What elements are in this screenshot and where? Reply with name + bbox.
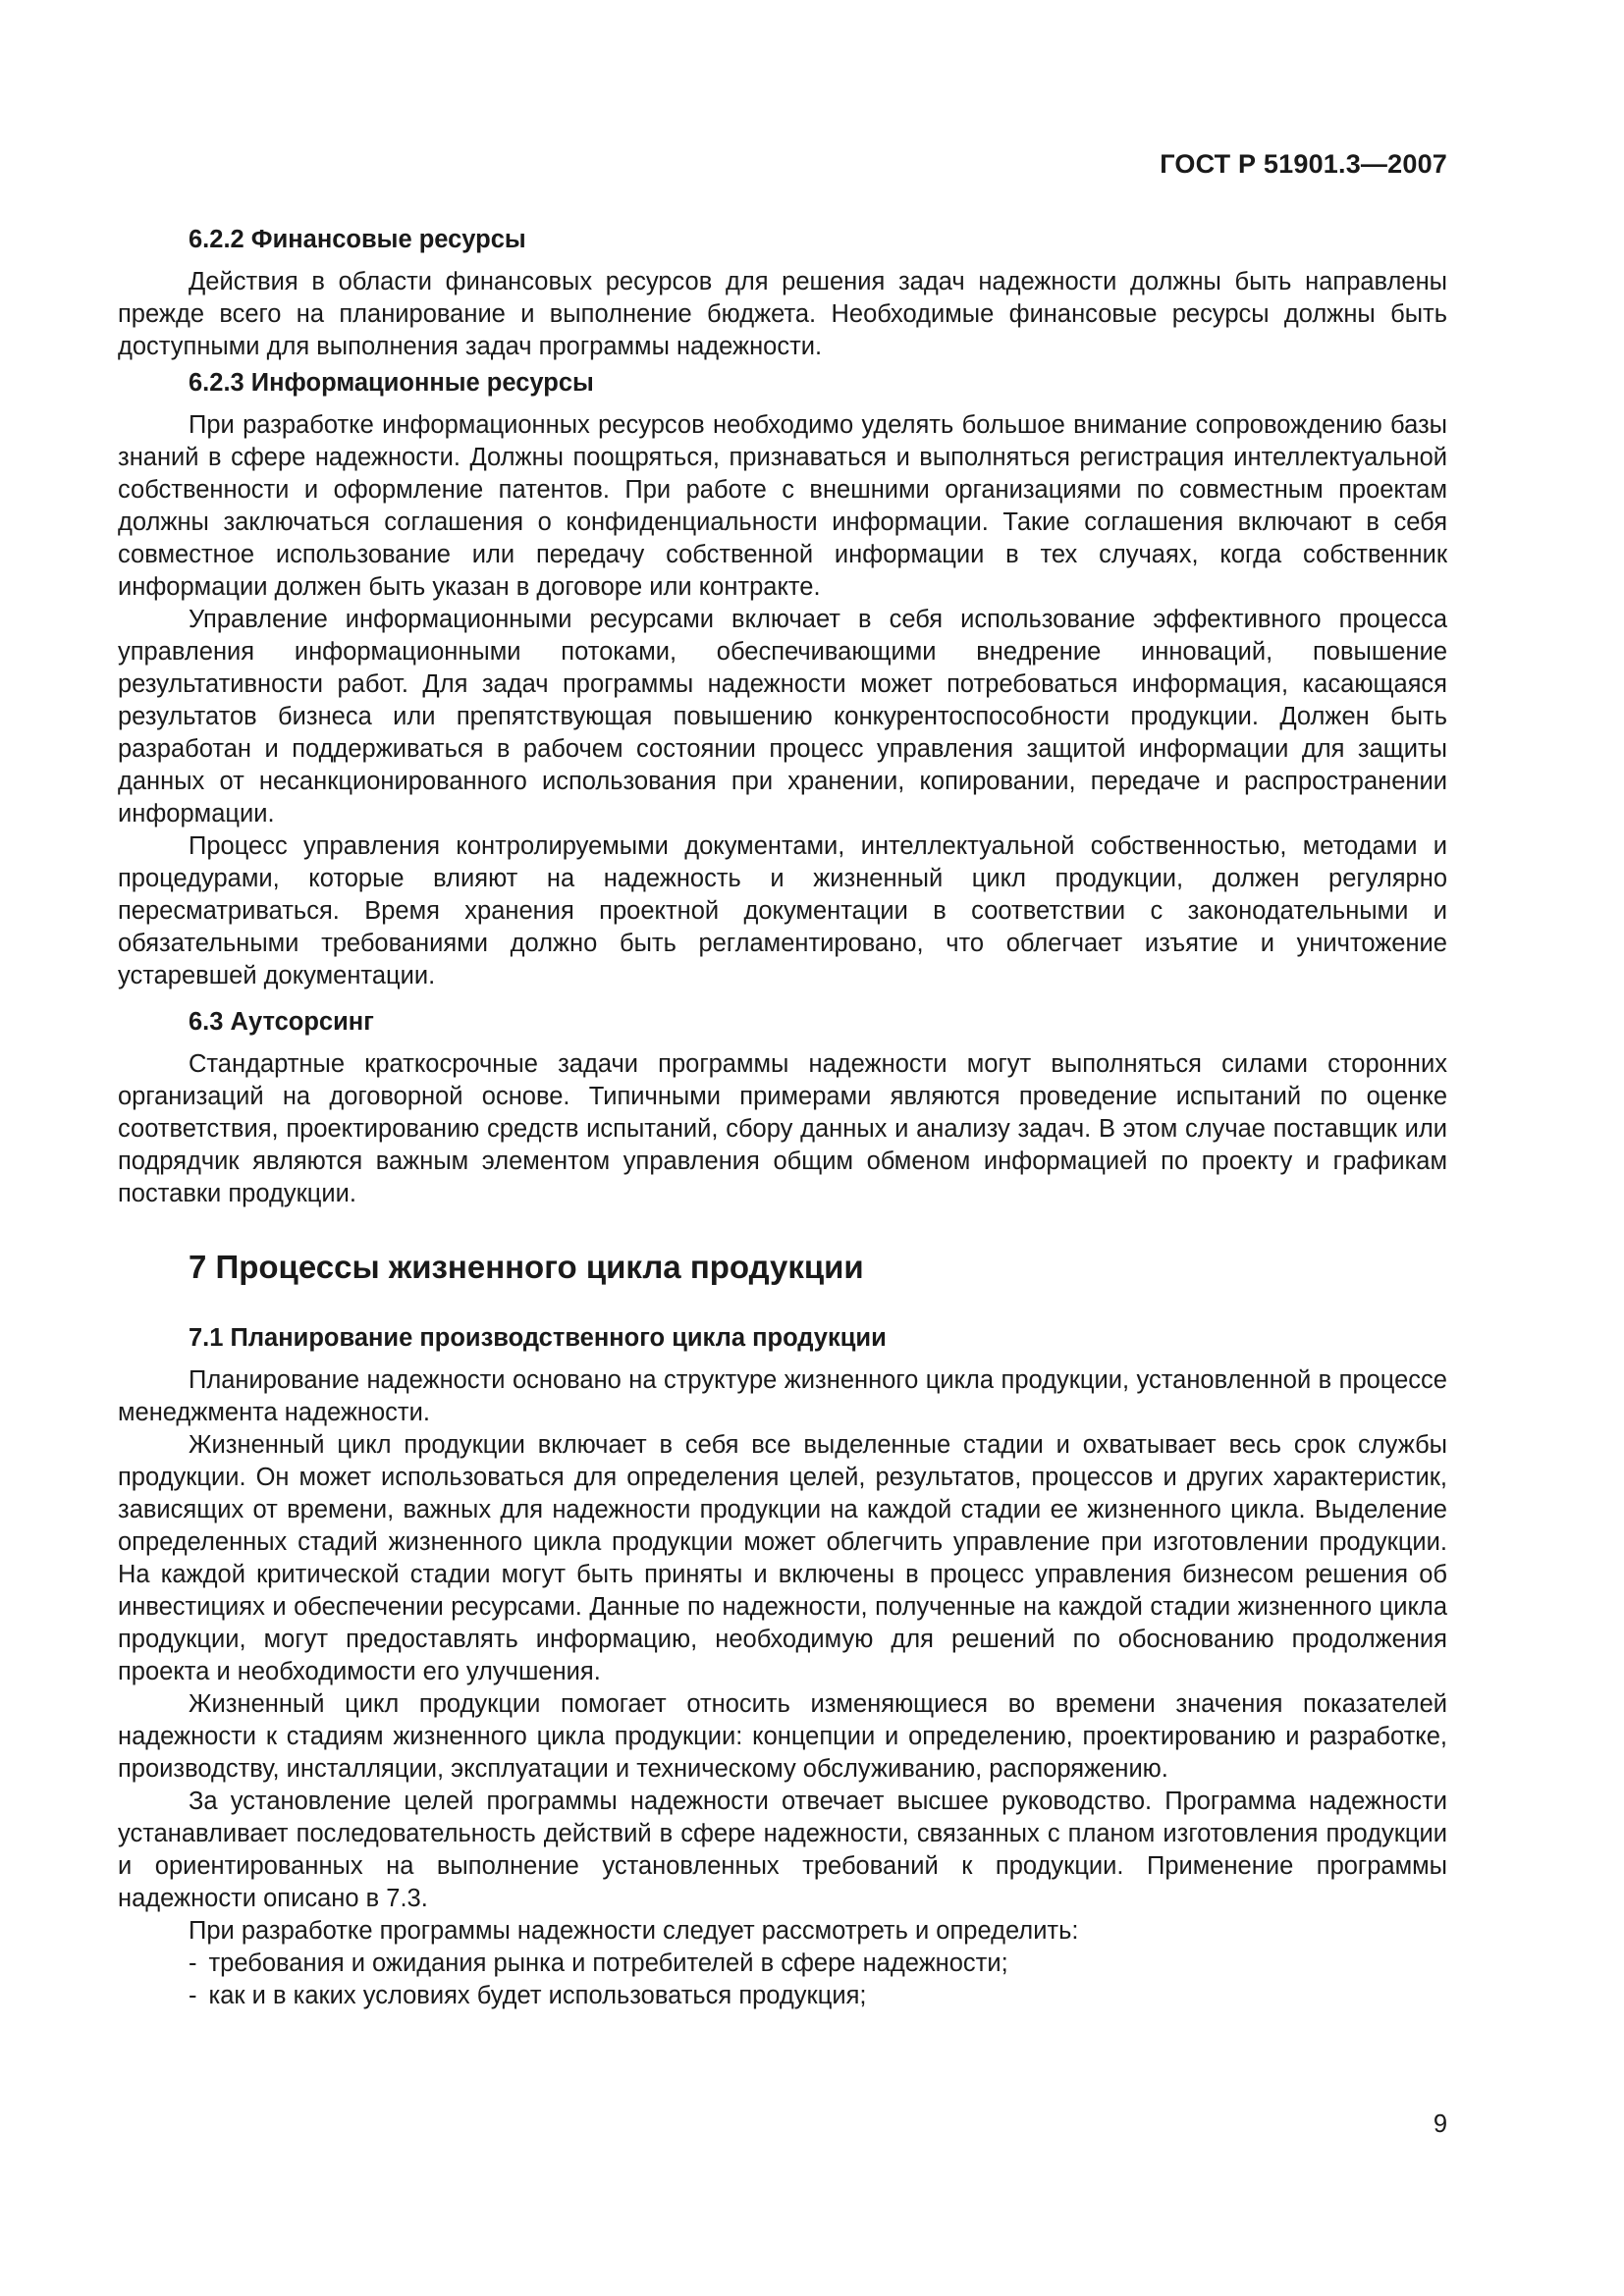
section-heading-7-1: 7.1 Планирование производственного цикла продукции — [189, 1324, 887, 1352]
bullet-list — [118, 1948, 1447, 2012]
list-item-text: как и в каких условиях будет использоваться продукция; — [208, 1982, 867, 2009]
document-body — [118, 224, 1447, 2012]
paragraph: При разработке информационных ресурсов необходимо уделять большое внимание сопровождению базы знаний в сфере надежности. Должны поощряться, признаваться и выполняться регистрация интеллектуальной собственности и оформление патентов. При работе с внешними организациями по совместным проектам должны заключаться соглашения о конфиденциальности информации. Такие соглашения включают в себя совместное использование или передачу собственной информации в тех случаях, когда собственник информации должен быть указан в договоре или контракте. — [118, 411, 1447, 601]
document-code-header: ГОСТ Р 51901.3—2007 — [1160, 149, 1447, 179]
section-heading-6-2-3: 6.2.3 Информационные ресурсы — [189, 369, 594, 397]
paragraph: Действия в области финансовых ресурсов для решения задач надежности должны быть направлены прежде всего на планирование и выполнение бюджета. Необходимые финансовые ресурсы должны быть доступными для выполнения задач программы надежности. — [118, 268, 1447, 360]
paragraph: Процесс управления контролируемыми документами, интеллектуальной собственностью, методами и процедурами, которые влияют на надежность и жизненный цикл продукции, должен регулярно пересматриваться. Время хранения проектной документации в соответствии с законодательными и обязательными требованиями должно быть регламентировано, что облегчает изъятие и уничтожение устаревшей документации. — [118, 832, 1447, 989]
paragraph: Управление информационными ресурсами включает в себя использование эффективного процесса управления информационными потоками, обеспечивающими внедрение инноваций, повышение результативности работ. Для задач программы надежности может потребоваться информация, касающаяся результатов бизнеса или препятствующая повышению конкурентоспособности продукции. Должен быть разработан и поддерживаться в рабочем состоянии процесс управления защитой информации для защиты данных от несанкционированного использования при хранении, копировании, передаче и распространении информации. — [118, 606, 1447, 828]
section-heading-6-2-2: 6.2.2 Финансовые ресурсы — [189, 226, 526, 253]
paragraph: Жизненный цикл продукции помогает относить изменяющиеся во времени значения показателей надежности к стадиям жизненного цикла продукции: концепции и определению, проектированию и разработке, производству, инсталляции, эксплуатации и техническому обслуживанию, распоряжению. — [118, 1690, 1447, 1783]
section-heading-6-3: 6.3 Аутсорсинг — [189, 1008, 374, 1036]
list-item — [118, 1948, 1447, 1980]
dash-marker: - — [189, 1982, 197, 2009]
paragraph: Планирование надежности основано на структуре жизненного цикла продукции, установленной в процессе менеджмента надежности. — [118, 1366, 1447, 1426]
paragraph: При разработке программы надежности следует рассмотреть и определить: — [189, 1917, 1079, 1945]
list-item — [118, 1980, 1447, 2012]
dash-marker: - — [189, 1949, 197, 1977]
paragraph: За установление целей программы надежности отвечает высшее руководство. Программа надежности устанавливает последовательность действий в сфере надежности, связанных с планом изготовления продукции и ориентированных на выполнение установленных требований к продукции. Применение программы надежности описано в 7.3. — [118, 1788, 1447, 1912]
paragraph: Жизненный цикл продукции включает в себя все выделенные стадии и охватывает весь срок службы продукции. Он может использоваться для определения целей, результатов, процессов и других характеристик, зависящих от времени, важных для надежности продукции на каждой стадии ее жизненного цикла. Выделение определенных стадий жизненного цикла продукции может облегчить управление при изготовлении продукции. На каждой критической стадии могут быть приняты и включены в процесс управления бизнесом решения об инвестициях и обеспечении ресурсами. Данные по надежности, полученные на каждой стадии жизненного цикла продукции, могут предоставлять информацию, необходимую для решений по обоснованию продолжения проекта и необходимости его улучшения. — [118, 1431, 1447, 1685]
list-item-text: требования и ожидания рынка и потребителей в сфере надежности; — [208, 1949, 1008, 1977]
chapter-heading-7: 7 Процессы жизненного цикла продукции — [189, 1249, 864, 1285]
page-number: 9 — [1433, 2110, 1447, 2138]
paragraph: Стандартные краткосрочные задачи программы надежности могут выполняться силами сторонних организаций на договорной основе. Типичными примерами являются проведение испытаний по оценке соответствия, проектированию средств испытаний, сбору данных и анализу задач. В этом случае поставщик или подрядчик являются важным элементом управления общим обменом информацией по проекту и графикам поставки продукции. — [118, 1050, 1447, 1207]
